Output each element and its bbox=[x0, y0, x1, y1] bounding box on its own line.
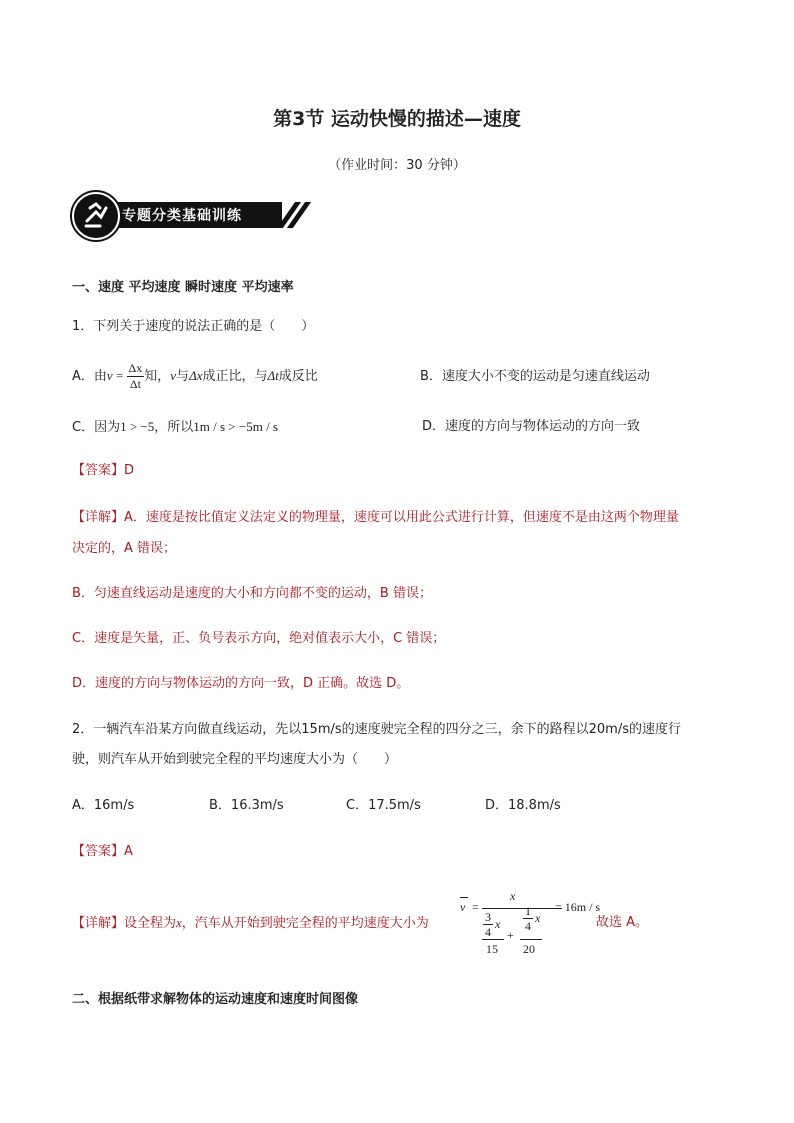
question-2-detail bbox=[72, 914, 429, 933]
question-1-detail: 决定的，A 错误； bbox=[72, 541, 177, 556]
question-1-detail-c: C．速度是矢量，正、负号表示方向，绝对值表示大小，C 错误； bbox=[72, 631, 446, 646]
section-title-2: 二、根据纸带求解物体的运动速度和速度时间图像 bbox=[72, 992, 359, 1007]
section-banner bbox=[72, 192, 304, 240]
detail-prefix: 【详解】设全程为 bbox=[72, 916, 177, 931]
formula-overbar bbox=[460, 897, 468, 898]
question-1-option-a bbox=[72, 361, 318, 392]
question-2-option-c: C．17.5m/s bbox=[346, 798, 421, 813]
banner-logo-icon bbox=[72, 192, 120, 240]
math-dt: Δt bbox=[267, 368, 279, 383]
question-1-detail: 【详解】A．速度是按比值定义法定义的物理量，速度可以用此公式进行计算，但速度不是由这两个物理量 bbox=[72, 510, 679, 525]
formula-4: 4 bbox=[485, 925, 491, 939]
math-dx: Δx bbox=[189, 368, 203, 383]
option-a-text: 成正比，与 bbox=[202, 369, 268, 384]
formula-x: x bbox=[535, 911, 541, 925]
option-a-prefix: A．由 bbox=[72, 369, 107, 384]
question-1-option-d: D．速度的方向与物体运动的方向一致 bbox=[422, 419, 641, 434]
math-eq: = bbox=[112, 368, 127, 383]
option-c-text: ，所以 bbox=[154, 420, 194, 435]
detail-text: ，汽车从开始到驶完全程的平均速度大小为 bbox=[181, 916, 429, 931]
formula-20: 20 bbox=[523, 942, 535, 956]
question-2-detail-end: 故选 A。 bbox=[596, 915, 649, 930]
formula-15: 15 bbox=[486, 942, 498, 956]
math-inequality: 1m / s > −5m / s bbox=[193, 419, 278, 434]
question-1-stem: 1．下列关于速度的说法正确的是（ ） bbox=[72, 319, 315, 334]
fraction-den: Δt bbox=[129, 377, 141, 391]
math-v: v bbox=[170, 368, 177, 383]
question-2-stem: 2．一辆汽车沿某方向做直线运动，先以15m/s的速度驶完全程的四分之三，余下的路程以20m/s的速度行 bbox=[72, 722, 681, 737]
page-subtitle: （作业时间：30 分钟） bbox=[328, 158, 466, 173]
formula-vbar: v bbox=[460, 900, 466, 914]
section-title-1: 一、速度 平均速度 瞬时速度 平均速率 bbox=[72, 280, 294, 295]
question-2-option-d: D．18.8m/s bbox=[485, 798, 561, 813]
formula-1: 1 bbox=[525, 904, 531, 918]
math-v: v bbox=[106, 368, 113, 383]
page-title: 第3节 运动快慢的描述—速度 bbox=[273, 108, 521, 130]
average-velocity-formula bbox=[460, 888, 600, 960]
formula-bar bbox=[520, 939, 542, 940]
math-x: x bbox=[176, 915, 182, 930]
formula-main-bar bbox=[482, 908, 562, 909]
option-a-text: 知， bbox=[144, 369, 171, 384]
option-c-prefix: C．因为 bbox=[72, 420, 121, 435]
formula-plus: + bbox=[507, 928, 514, 942]
question-2-answer: 【答案】A bbox=[72, 844, 133, 859]
option-a-text: 成反比 bbox=[278, 369, 318, 384]
question-1-detail-d: D．速度的方向与物体运动的方向一致，D 正确。故选 D。 bbox=[72, 676, 410, 691]
option-a-text: 与 bbox=[176, 369, 190, 384]
question-1-option-c bbox=[72, 418, 278, 437]
question-1-answer: 【答案】D bbox=[72, 463, 135, 478]
formula-result: = 16m / s bbox=[555, 900, 601, 914]
formula-bar bbox=[482, 939, 504, 940]
question-1-detail-b: B．匀速直线运动是速度的大小和方向都不变的运动，B 错误； bbox=[72, 586, 432, 601]
question-1-option-b: B．速度大小不变的运动是匀速直线运动 bbox=[420, 369, 650, 384]
formula-numerator: x bbox=[510, 889, 516, 903]
formula-4: 4 bbox=[525, 919, 531, 933]
banner-label: 专题分类基础训练 bbox=[122, 208, 242, 224]
formula-equals: = bbox=[472, 900, 479, 914]
formula-3: 3 bbox=[485, 910, 491, 924]
fraction-num: Δx bbox=[128, 361, 143, 375]
question-2-option-a: A．16m/s bbox=[72, 798, 135, 813]
math-inequality: 1 > −5 bbox=[120, 419, 155, 434]
formula-x: x bbox=[495, 917, 501, 931]
fraction-dx-dt bbox=[127, 361, 145, 392]
question-2-stem: 驶，则汽车从开始到驶完全程的平均速度大小为（ ） bbox=[72, 752, 398, 767]
question-2-option-b: B．16.3m/s bbox=[209, 798, 284, 813]
